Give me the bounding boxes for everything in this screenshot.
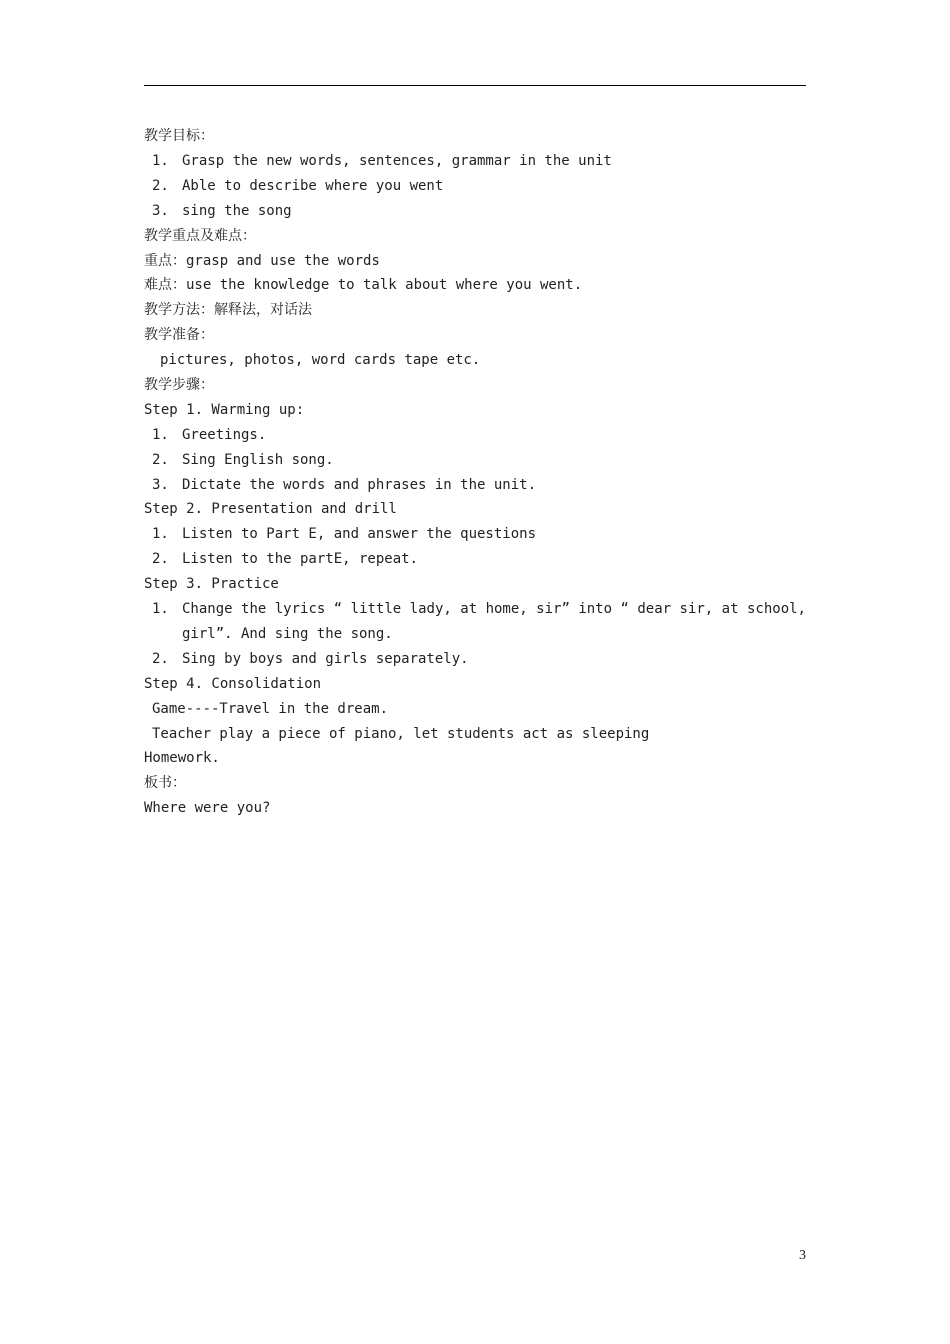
board-heading: 板书： — [144, 775, 186, 792]
list-text: Grasp the new words, sentences, grammar in the unit — [182, 152, 612, 169]
game-description: Teacher play a piece of piano, let students act as sleeping — [152, 725, 650, 742]
procedure-heading: 教学步骤： — [144, 376, 214, 393]
step-item — [144, 448, 806, 473]
key-points-heading: 教学重点及难点： — [144, 227, 256, 244]
step-item — [144, 522, 806, 547]
list-number: 2. — [152, 177, 169, 194]
list-text: Greetings. — [182, 426, 267, 443]
list-text: Sing English song. — [182, 451, 334, 468]
list-number: 2. — [152, 551, 169, 568]
board-text: Where were you? — [144, 800, 271, 817]
objectives-heading: 教学目标： — [144, 128, 214, 144]
list-number: 1. — [152, 601, 169, 618]
methods-line: 教学方法：解释法，对话法 — [144, 302, 312, 319]
list-number: 2. — [152, 650, 169, 667]
page-number: 3 — [799, 1248, 806, 1263]
step-item — [144, 647, 806, 672]
list-number: 2. — [152, 451, 169, 468]
lesson-plan-content — [144, 124, 806, 821]
list-number: 3. — [152, 202, 169, 219]
step-item — [144, 597, 806, 647]
step-title: Step 3. Practice — [144, 576, 279, 593]
list-text: Listen to the partE, repeat. — [182, 551, 419, 568]
list-text: Able to describe where you went — [182, 177, 444, 194]
list-number: 1. — [152, 526, 169, 543]
list-number: 1. — [152, 426, 169, 443]
header-rule — [144, 85, 806, 86]
homework-line: Homework. — [144, 750, 220, 767]
objective-item — [144, 174, 806, 199]
list-text: Dictate the words and phrases in the unit. — [182, 476, 537, 493]
step-item — [144, 473, 806, 498]
step-item — [144, 423, 806, 448]
focus-line: 重点：grasp and use the words — [144, 252, 380, 269]
list-text: sing the song — [182, 202, 292, 219]
objective-item — [144, 199, 806, 224]
difficulty-line: 难点：use the knowledge to talk about where you went. — [144, 277, 583, 294]
preparation-heading: 教学准备： — [144, 327, 214, 344]
step-title: Step 4. Consolidation — [144, 675, 322, 692]
step-title: Step 1. Warming up: — [144, 401, 305, 418]
list-text: Listen to Part E, and answer the questions — [182, 526, 537, 543]
list-text: Sing by boys and girls separately. — [182, 650, 469, 667]
objective-item — [144, 149, 806, 174]
list-text: Change the lyrics “ little lady, at home, sir” into “ dear sir, at school, girl”. And sing the song. — [182, 601, 806, 642]
list-number: 3. — [152, 476, 169, 493]
list-number: 1. — [152, 152, 169, 169]
step-item — [144, 547, 806, 572]
step-title: Step 2. Presentation and drill — [144, 501, 397, 518]
preparation-text: pictures, photos, word cards tape etc. — [160, 352, 481, 369]
game-line: Game----Travel in the dream. — [152, 700, 389, 717]
